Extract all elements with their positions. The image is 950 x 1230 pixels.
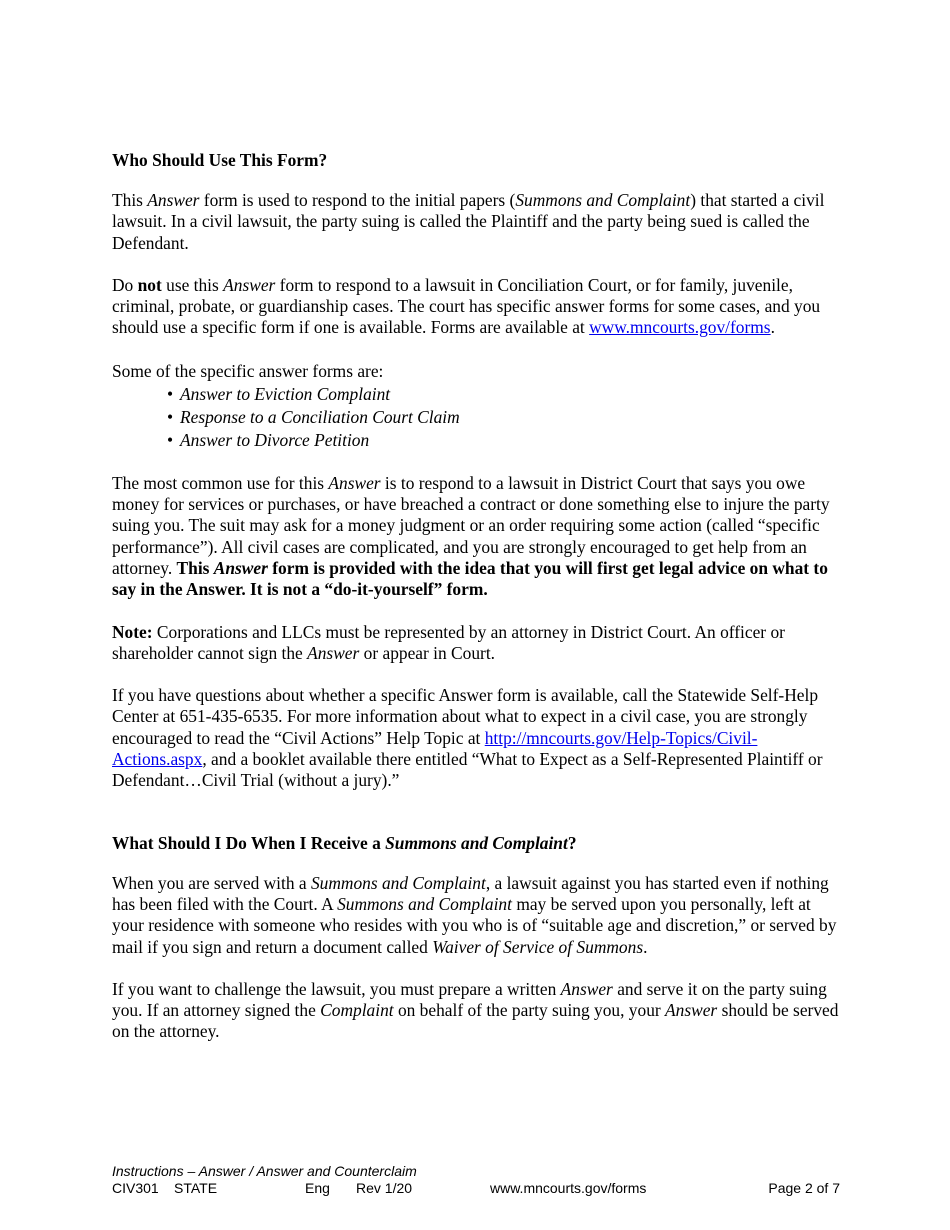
civil-actions-link[interactable]: http://mncourts.gov/Help-Topics/Civil-Actions.aspx	[112, 727, 758, 770]
footer-revision: Rev 1/20	[356, 1180, 413, 1196]
paragraph-purpose: This Answer form is used to respond to the initial papers (Summons and Complaint) that started a civil lawsuit. In a civil lawsuit, the party suing is called the Plaintiff and the party being sued is called the Defendant.	[112, 190, 825, 253]
paragraph-common-use: The most common use for this Answer is to respond to a lawsuit in District Court that says you owe money for services or purchases, or have breached a contract or done something else to injure the party suing you. The suit may ask for a money judgment or an order requiring some action (called “specific performance”). All civil cases are complicated, and you are strongly encouraged to get help from an attorney. This Answer form is provided with the idea that you will first get legal advice on what to say in the Answer. It is not a “do-it-yourself” form.	[112, 472, 830, 600]
document-page	[112, 150, 842, 1064]
heading-what-should-i-do: What Should I Do When I Receive a Summons and Complaint?	[112, 832, 577, 853]
specific-forms-list	[167, 383, 842, 452]
footer-form-code: CIV301	[112, 1180, 159, 1196]
bullet-icon: •	[167, 429, 174, 450]
paragraph-served: When you are served with a Summons and Complaint, a lawsuit against you has started even if nothing has been filed with the Court. A Summons and Complaint may be served upon you personally, left at your residence with someone who resides with you who is of “suitable age and discretion,” or served by mail if you sign and return a document called Waiver of Service of Summons.	[112, 872, 837, 957]
paragraph-questions: If you have questions about whether a specific Answer form is available, call the Statewide Self-Help Center at 651-435-6535. For more information about what to expect in a civil case, you are strongly encouraged to read the “Civil Actions” Help Topic at http://mncourts.gov/Help-Topics/Civil-Actions.aspx, and a booklet available there entitled “What to Expect as a Self-Represented Plaintiff or Defendant…Civil Trial (without a jury).”	[112, 685, 823, 791]
list-item: • Answer to Eviction Complaint	[167, 383, 391, 404]
footer-url: www.mncourts.gov/forms	[490, 1180, 647, 1196]
paragraph-challenge: If you want to challenge the lawsuit, you must prepare a written Answer and serve it on the party suing you. If an attorney signed the Complaint on behalf of the party suing you, your Answer should be served on the attorney.	[112, 978, 839, 1042]
page-footer	[112, 1163, 840, 1197]
list-item: • Response to a Conciliation Court Claim	[167, 406, 460, 427]
forms-link[interactable]: www.mncourts.gov/forms	[589, 317, 771, 338]
heading-who-should-use: Who Should Use This Form?	[112, 150, 328, 170]
paragraph-do-not-use: Do not use this Answer form to respond to a lawsuit in Conciliation Court, or for family, juvenile, criminal, probate, or guardianship cases. The court has specific answer forms for some cases, and you should use a specific form if one is available. Forms are available at www.mncourts.gov/forms.	[112, 274, 821, 338]
list-intro: Some of the specific answer forms are:	[112, 360, 384, 381]
footer-state: STATE	[174, 1180, 218, 1196]
footer-page-number: Page 2 of 7	[768, 1180, 840, 1196]
bullet-icon: •	[167, 406, 174, 427]
footer-language: Eng	[305, 1180, 330, 1196]
bullet-icon: •	[167, 383, 174, 404]
footer-title: Instructions – Answer / Answer and Counterclaim	[112, 1163, 417, 1179]
paragraph-note: Note: Corporations and LLCs must be represented by an attorney in District Court. An officer or shareholder cannot sign the Answer or appear in Court.	[112, 621, 785, 663]
list-item: • Answer to Divorce Petition	[167, 429, 370, 450]
